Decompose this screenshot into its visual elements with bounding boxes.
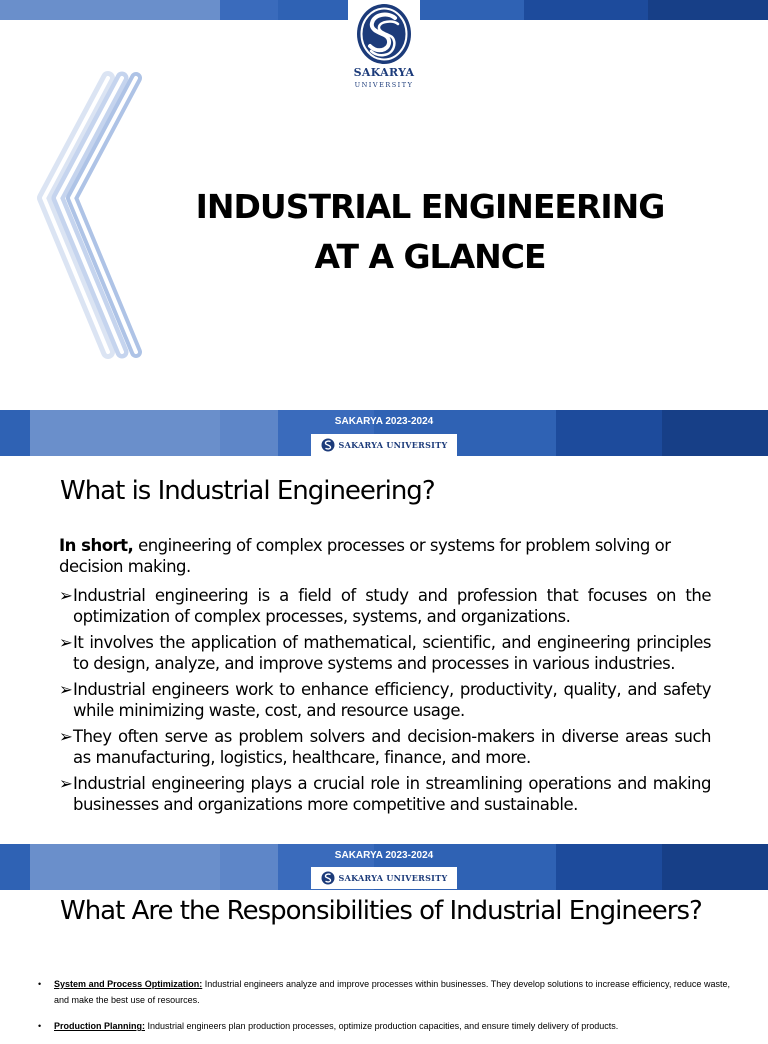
arrow-bullet-icon: ➢: [59, 633, 73, 652]
footer-emblem-icon: [321, 871, 335, 885]
list-item: [38, 976, 730, 1008]
list-item-text: Industrial engineering is a field of study and profession that focuses on the optimization of complex processes, systems, and organizations.: [73, 586, 711, 626]
intro-paragraph: [59, 535, 711, 577]
footer-year-label: SAKARYA 2023-2024: [334, 850, 434, 861]
arrow-bullet-icon: ➢: [59, 774, 73, 793]
list-item: [59, 773, 711, 815]
bullet-dot-icon: •: [38, 979, 42, 989]
list-item-text: Industrial engineers work to enhance efficiency, productivity, quality, and safety while minimizing waste, cost, and resource usage.: [73, 680, 711, 720]
footer-logo-text: SAKARYA UNIVERSITY: [338, 873, 448, 883]
chevron-decoration-icon: [30, 70, 150, 370]
intro-bold: In short,: [59, 536, 134, 555]
arrow-bullet-icon: ➢: [59, 680, 73, 699]
list-item: [59, 679, 711, 721]
main-title-line-1: INDUSTRIAL ENGINEERING: [195, 187, 665, 226]
main-title-line-2: AT A GLANCE: [314, 237, 546, 276]
list-item-label: Production Planning:: [54, 1021, 145, 1031]
footer-logo-text: SAKARYA UNIVERSITY: [338, 440, 448, 450]
list-item: [59, 726, 711, 768]
title-slide: [0, 0, 768, 410]
list-item-text: Industrial engineers analyze and improve processes within businesses. They develop solutions to increase efficiency, reduce waste, and make the best use of resources.: [54, 979, 730, 1005]
main-title: [150, 182, 710, 282]
list-item-text: Industrial engineering plays a crucial role in streamlining operations and making businesses and organizations more competitive and sustainable.: [73, 774, 711, 814]
arrow-bullet-icon: ➢: [59, 727, 73, 746]
section-body-what-is: [59, 535, 711, 820]
section-title-responsibilities: What Are the Responsibilities of Industrial Engineers?: [60, 896, 702, 926]
list-item-text: They often serve as problem solvers and decision-makers in diverse areas such as manufacturing, logistics, healthcare, finance, and more.: [73, 727, 711, 767]
section-title-what-is: What is Industrial Engineering?: [60, 476, 435, 506]
list-item: [38, 1018, 730, 1034]
bullet-dot-icon: •: [38, 1021, 42, 1031]
footer-emblem-icon: [321, 438, 335, 452]
footer-university-logo: [311, 867, 457, 889]
arrow-bullet-icon: ➢: [59, 586, 73, 605]
logo-name: SAKARYA: [353, 66, 415, 79]
list-item-label: System and Process Optimization:: [54, 979, 203, 989]
university-logo: [348, 0, 420, 96]
footer-university-logo: [311, 434, 457, 456]
list-item: [59, 632, 711, 674]
logo-subtitle: UNIVERSITY: [354, 81, 414, 89]
logo-emblem-icon: [348, 0, 420, 66]
footer-year-label: SAKARYA 2023-2024: [334, 416, 434, 427]
intro-text: engineering of complex processes or systems for problem solving or decision making.: [59, 536, 671, 576]
list-item-text: It involves the application of mathematical, scientific, and engineering principles to design, analyze, and improve systems and processes in various industries.: [73, 633, 711, 673]
section-body-responsibilities: [38, 976, 730, 1044]
list-item-text: Industrial engineers plan production processes, optimize production capacities, and ensure timely delivery of products.: [145, 1021, 619, 1031]
list-item: [59, 585, 711, 627]
